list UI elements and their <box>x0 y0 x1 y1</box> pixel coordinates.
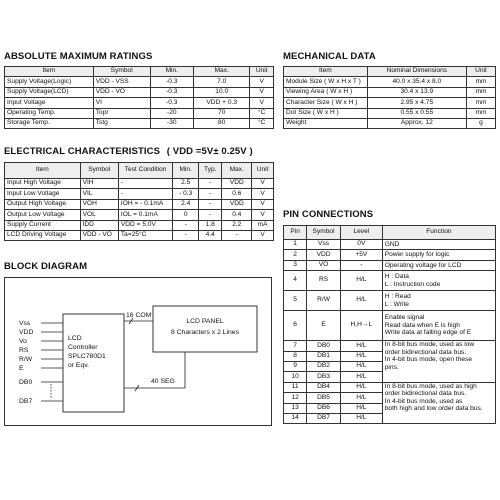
table-cell: °C <box>250 118 274 128</box>
table-header-row <box>5 163 274 179</box>
controller-label: SPLC780D1 <box>68 353 106 360</box>
pin-function-line: Write data at falling edge of E <box>384 329 472 337</box>
pin-symbol: E <box>307 311 341 341</box>
pin-function <box>382 260 495 270</box>
pin-function-line: GND <box>384 240 400 248</box>
table-cell: 2.95 x 4.75 <box>367 98 466 108</box>
table-cell: - <box>199 199 222 209</box>
lcd-panel-label: LCD PANEL <box>186 318 224 325</box>
header-cell: Nominal Dimensions <box>367 67 466 77</box>
controller-label: Controller <box>68 344 98 351</box>
pin-symbol: R/W <box>307 291 341 311</box>
header-cell: Symbol <box>307 226 341 240</box>
header-cell: Max. <box>222 163 252 179</box>
header-cell: Symbol <box>80 163 118 179</box>
pin-symbol: DB7 <box>307 413 341 423</box>
table-cell: Supply Current <box>5 220 81 230</box>
table-cell: Supply Voltage(Logic) <box>5 77 94 87</box>
table-cell: V <box>250 87 274 97</box>
pin-function-line: H : Read <box>384 293 411 301</box>
pin-level: H/L <box>340 372 382 382</box>
pin-connections-title: PIN CONNECTIONS <box>283 209 374 220</box>
pin-function-line: order bidirectional data bus. <box>384 390 467 398</box>
table-cell: mm <box>466 77 495 87</box>
header-cell: Min. <box>173 163 199 179</box>
com-label: 16 COM <box>126 312 152 319</box>
header-cell: Pin <box>284 226 307 240</box>
table-cell: Dot Size ( W x H ) <box>284 108 368 118</box>
header-cell: Unit <box>466 67 495 77</box>
table-row <box>5 98 274 108</box>
pin-function-line: both high and low order data bus. <box>384 405 483 413</box>
table-cell: 30.4 x 13.9 <box>367 87 466 97</box>
table-cell: Approx. 12 <box>367 118 466 128</box>
table-cell: - <box>199 210 222 220</box>
table-row <box>284 108 496 118</box>
table-row <box>5 230 274 240</box>
pin-function <box>382 250 495 260</box>
table-cell: VDD <box>222 199 252 209</box>
pin-level: H/L <box>340 403 382 413</box>
table-cell: 2.5 <box>173 179 199 189</box>
table-cell: mm <box>466 87 495 97</box>
pin-symbol: DB4 <box>307 382 341 392</box>
pin-function-line: In 4-bit bus mode, used as <box>384 397 463 405</box>
pin-function-line: L : Write <box>384 300 409 308</box>
table-row <box>284 240 496 250</box>
pin-function <box>382 240 495 250</box>
table-cell: V <box>250 98 274 108</box>
pin-number: 8 <box>284 351 307 361</box>
pin-number: 14 <box>284 413 307 423</box>
table-row <box>284 250 496 260</box>
table-cell: -0.3 <box>150 98 193 108</box>
table-cell: - 0.3 <box>173 189 199 199</box>
table-cell: VI <box>93 98 150 108</box>
table-row <box>5 77 274 87</box>
pin-level: +5V <box>340 250 382 260</box>
header-cell: Item <box>284 67 368 77</box>
table-cell: Topr <box>93 108 150 118</box>
table-cell: Tstg <box>93 118 150 128</box>
mechanical-table <box>283 66 496 129</box>
pin-symbol: DB5 <box>307 393 341 403</box>
pin-function-line: Power supply for logic <box>384 251 450 259</box>
table-cell: -0.3 <box>150 87 193 97</box>
header-cell: Unit <box>252 163 274 179</box>
pin-function <box>382 341 495 383</box>
abs-max-title: ABSOLUTE MAXIMUM RATINGS <box>4 51 153 62</box>
table-cell: - <box>173 230 199 240</box>
table-row <box>284 311 496 341</box>
table-cell: Operating Temp. <box>5 108 94 118</box>
table-cell: 40.0 x 35.4 x 8.0 <box>367 77 466 87</box>
table-cell: - <box>199 179 222 189</box>
table-cell: 2.4 <box>173 199 199 209</box>
table-cell: VDD - VO <box>93 87 150 97</box>
pin-function <box>382 271 495 291</box>
pin-symbol: DB6 <box>307 403 341 413</box>
table-cell: 70 <box>193 108 249 118</box>
table-header-row <box>5 67 274 77</box>
table-cell: VIH <box>80 179 118 189</box>
table-header-row <box>284 226 496 240</box>
pin-level: H/L <box>340 393 382 403</box>
electrical-table <box>4 162 274 241</box>
signal-label: E <box>19 365 24 372</box>
header-cell: Min. <box>150 67 193 77</box>
pin-function-line: L : Instruction code <box>384 280 441 288</box>
table-cell: VOH <box>80 199 118 209</box>
table-cell: -0.3 <box>150 77 193 87</box>
table-row <box>284 77 496 87</box>
table-row <box>5 210 274 220</box>
table-row <box>5 220 274 230</box>
table-cell: V <box>250 77 274 87</box>
signal-lines <box>41 323 63 401</box>
table-row <box>5 179 274 189</box>
header-cell: Max. <box>193 67 249 77</box>
header-cell: Function <box>382 226 495 240</box>
table-row <box>5 87 274 97</box>
pin-symbol: RS <box>307 271 341 291</box>
pin-symbol: DB3 <box>307 372 341 382</box>
pin-level: H/L <box>340 291 382 311</box>
electrical-title <box>4 146 253 157</box>
table-cell: V <box>252 210 274 220</box>
table-row <box>284 260 496 270</box>
table-cell: - <box>222 230 252 240</box>
table-cell: 0.55 x 0.55 <box>367 108 466 118</box>
table-cell: Storage Temp. <box>5 118 94 128</box>
block-diagram <box>4 277 272 426</box>
table-row <box>284 118 496 128</box>
table-cell: Character Size ( W x H ) <box>284 98 368 108</box>
pin-symbol: DB0 <box>307 341 341 351</box>
pin-number: 9 <box>284 361 307 371</box>
table-cell: mm <box>466 98 495 108</box>
table-cell: VDD + 0.3 <box>193 98 249 108</box>
header-cell: Unit <box>250 67 274 77</box>
table-cell: Supply Voltage(LCD) <box>5 87 94 97</box>
table-cell: VDD - VSS <box>93 77 150 87</box>
pin-number: 3 <box>284 260 307 270</box>
pin-symbol: VO <box>307 260 341 270</box>
pin-function <box>382 382 495 424</box>
pin-function-line: In 4-bit bus mode, open these <box>384 356 473 364</box>
table-cell: 1.8 <box>199 220 222 230</box>
pin-function-line: Read data when E is high <box>384 321 460 329</box>
table-cell: mA <box>252 220 274 230</box>
header-cell: Symbol <box>93 67 150 77</box>
table-cell: - <box>173 220 199 230</box>
pin-number: 6 <box>284 311 307 341</box>
table-cell: Output Low Voltage <box>5 210 81 220</box>
table-cell: VIL <box>80 189 118 199</box>
table-row <box>284 341 496 351</box>
table-row <box>5 118 274 128</box>
pin-number: 2 <box>284 250 307 260</box>
pin-number: 4 <box>284 271 307 291</box>
table-cell: V <box>252 230 274 240</box>
table-row <box>5 189 274 199</box>
mechanical-title: MECHANICAL DATA <box>283 51 376 62</box>
table-row <box>284 87 496 97</box>
table-cell: 2.2 <box>222 220 252 230</box>
table-row <box>284 382 496 392</box>
signal-label: VDD <box>19 329 34 336</box>
header-cell: Level <box>340 226 382 240</box>
lcd-panel-desc: 8 Characters x 2 Lines <box>170 329 240 336</box>
signal-label: RS <box>19 347 29 354</box>
pin-number: 1 <box>284 240 307 250</box>
pin-level: H/L <box>340 271 382 291</box>
table-cell: VDD - VO <box>80 230 118 240</box>
table-cell: -20 <box>150 108 193 118</box>
pin-number: 5 <box>284 291 307 311</box>
controller-label: LCD <box>68 335 82 342</box>
pin-function-line: Operating voltage for LCD <box>384 261 462 269</box>
pin-number: 13 <box>284 403 307 413</box>
pin-function-line: pins. <box>384 363 399 371</box>
header-cell: Item <box>5 163 81 179</box>
table-cell: - <box>118 179 172 189</box>
table-cell: Input Voltage <box>5 98 94 108</box>
table-row <box>5 108 274 118</box>
table-cell: Module Size ( W x H x T ) <box>284 77 368 87</box>
table-cell: 0.6 <box>222 189 252 199</box>
pin-level: 0V <box>340 240 382 250</box>
pin-function-line: In 8-bit bus mode, used as low <box>384 341 475 349</box>
table-cell: Input High Voltage <box>5 179 81 189</box>
table-cell: Output High Voltage <box>5 199 81 209</box>
table-cell: 7.0 <box>193 77 249 87</box>
pin-number: 12 <box>284 393 307 403</box>
header-cell: Typ. <box>199 163 222 179</box>
table-cell: IDD <box>80 220 118 230</box>
table-cell: VOL <box>80 210 118 220</box>
signal-label: Vss <box>19 320 31 327</box>
pin-level: H/L <box>340 413 382 423</box>
table-cell: 0.4 <box>222 210 252 220</box>
pin-level: H/L <box>340 361 382 371</box>
table-cell: VDD = 5.0V <box>118 220 172 230</box>
signal-label: DB0 <box>19 379 33 386</box>
block-diagram-svg <box>5 278 271 425</box>
pin-function-line: Enable signal <box>384 314 425 322</box>
table-cell: V <box>252 189 274 199</box>
pin-symbol: DB2 <box>307 361 341 371</box>
controller-label: or Eqv. <box>68 362 90 369</box>
abs-max-table <box>4 66 274 129</box>
pin-function <box>382 311 495 341</box>
table-cell: - <box>199 189 222 199</box>
table-cell: g <box>466 118 495 128</box>
pin-function-line: In 8-bit bus mode, used as high <box>384 382 477 390</box>
table-cell: mm <box>466 108 495 118</box>
pin-level: H,H→L <box>340 311 382 341</box>
table-row <box>284 291 496 311</box>
header-cell: Item <box>5 67 94 77</box>
table-cell: Weight <box>284 118 368 128</box>
block-diagram-title: BLOCK DIAGRAM <box>4 261 88 272</box>
pin-level: H/L <box>340 382 382 392</box>
header-cell: Test Condition <box>118 163 172 179</box>
table-cell: 80 <box>193 118 249 128</box>
table-cell: 10.0 <box>193 87 249 97</box>
pin-level: H/L <box>340 351 382 361</box>
pin-level: - <box>340 260 382 270</box>
table-cell: Viewing Area ( W x H ) <box>284 87 368 97</box>
pin-function <box>382 291 495 311</box>
table-cell: °C <box>250 108 274 118</box>
pin-function-line: H : Data <box>384 273 409 281</box>
signal-label: R/W <box>19 356 33 363</box>
table-cell: V <box>252 199 274 209</box>
pin-number: 10 <box>284 372 307 382</box>
seg-bus <box>124 352 185 391</box>
table-cell: LCD Driving Voltage <box>5 230 81 240</box>
table-cell: VDD <box>222 179 252 189</box>
table-row <box>5 199 274 209</box>
table-cell: V <box>252 179 274 189</box>
pin-number: 7 <box>284 341 307 351</box>
table-header-row <box>284 67 496 77</box>
pin-level: H/L <box>340 341 382 351</box>
table-cell: -30 <box>150 118 193 128</box>
pin-symbol: VDD <box>307 250 341 260</box>
electrical-title-text: ELECTRICAL CHARACTERISTICS <box>4 146 161 157</box>
seg-label: 40 SEG <box>151 378 175 385</box>
table-cell: IOH = - 0.1mA <box>118 199 172 209</box>
electrical-condition: ( VDD =5V± 0.25V ) <box>166 146 253 157</box>
table-row <box>284 98 496 108</box>
table-cell: IOL = 0.1mA <box>118 210 172 220</box>
table-cell: 4.4 <box>199 230 222 240</box>
pin-number: 11 <box>284 382 307 392</box>
table-cell: Input Low Voltage <box>5 189 81 199</box>
signal-label: Vo <box>19 338 27 345</box>
pin-symbol: Vss <box>307 240 341 250</box>
pin-function-line: order bidirectional data bus. <box>384 348 467 356</box>
pin-connections-table <box>283 225 496 424</box>
table-cell: Ta=25°C <box>118 230 172 240</box>
table-cell: - <box>118 189 172 199</box>
signal-label: DB7 <box>19 398 33 405</box>
table-row <box>284 271 496 291</box>
table-cell: 0 <box>173 210 199 220</box>
pin-symbol: DB1 <box>307 351 341 361</box>
